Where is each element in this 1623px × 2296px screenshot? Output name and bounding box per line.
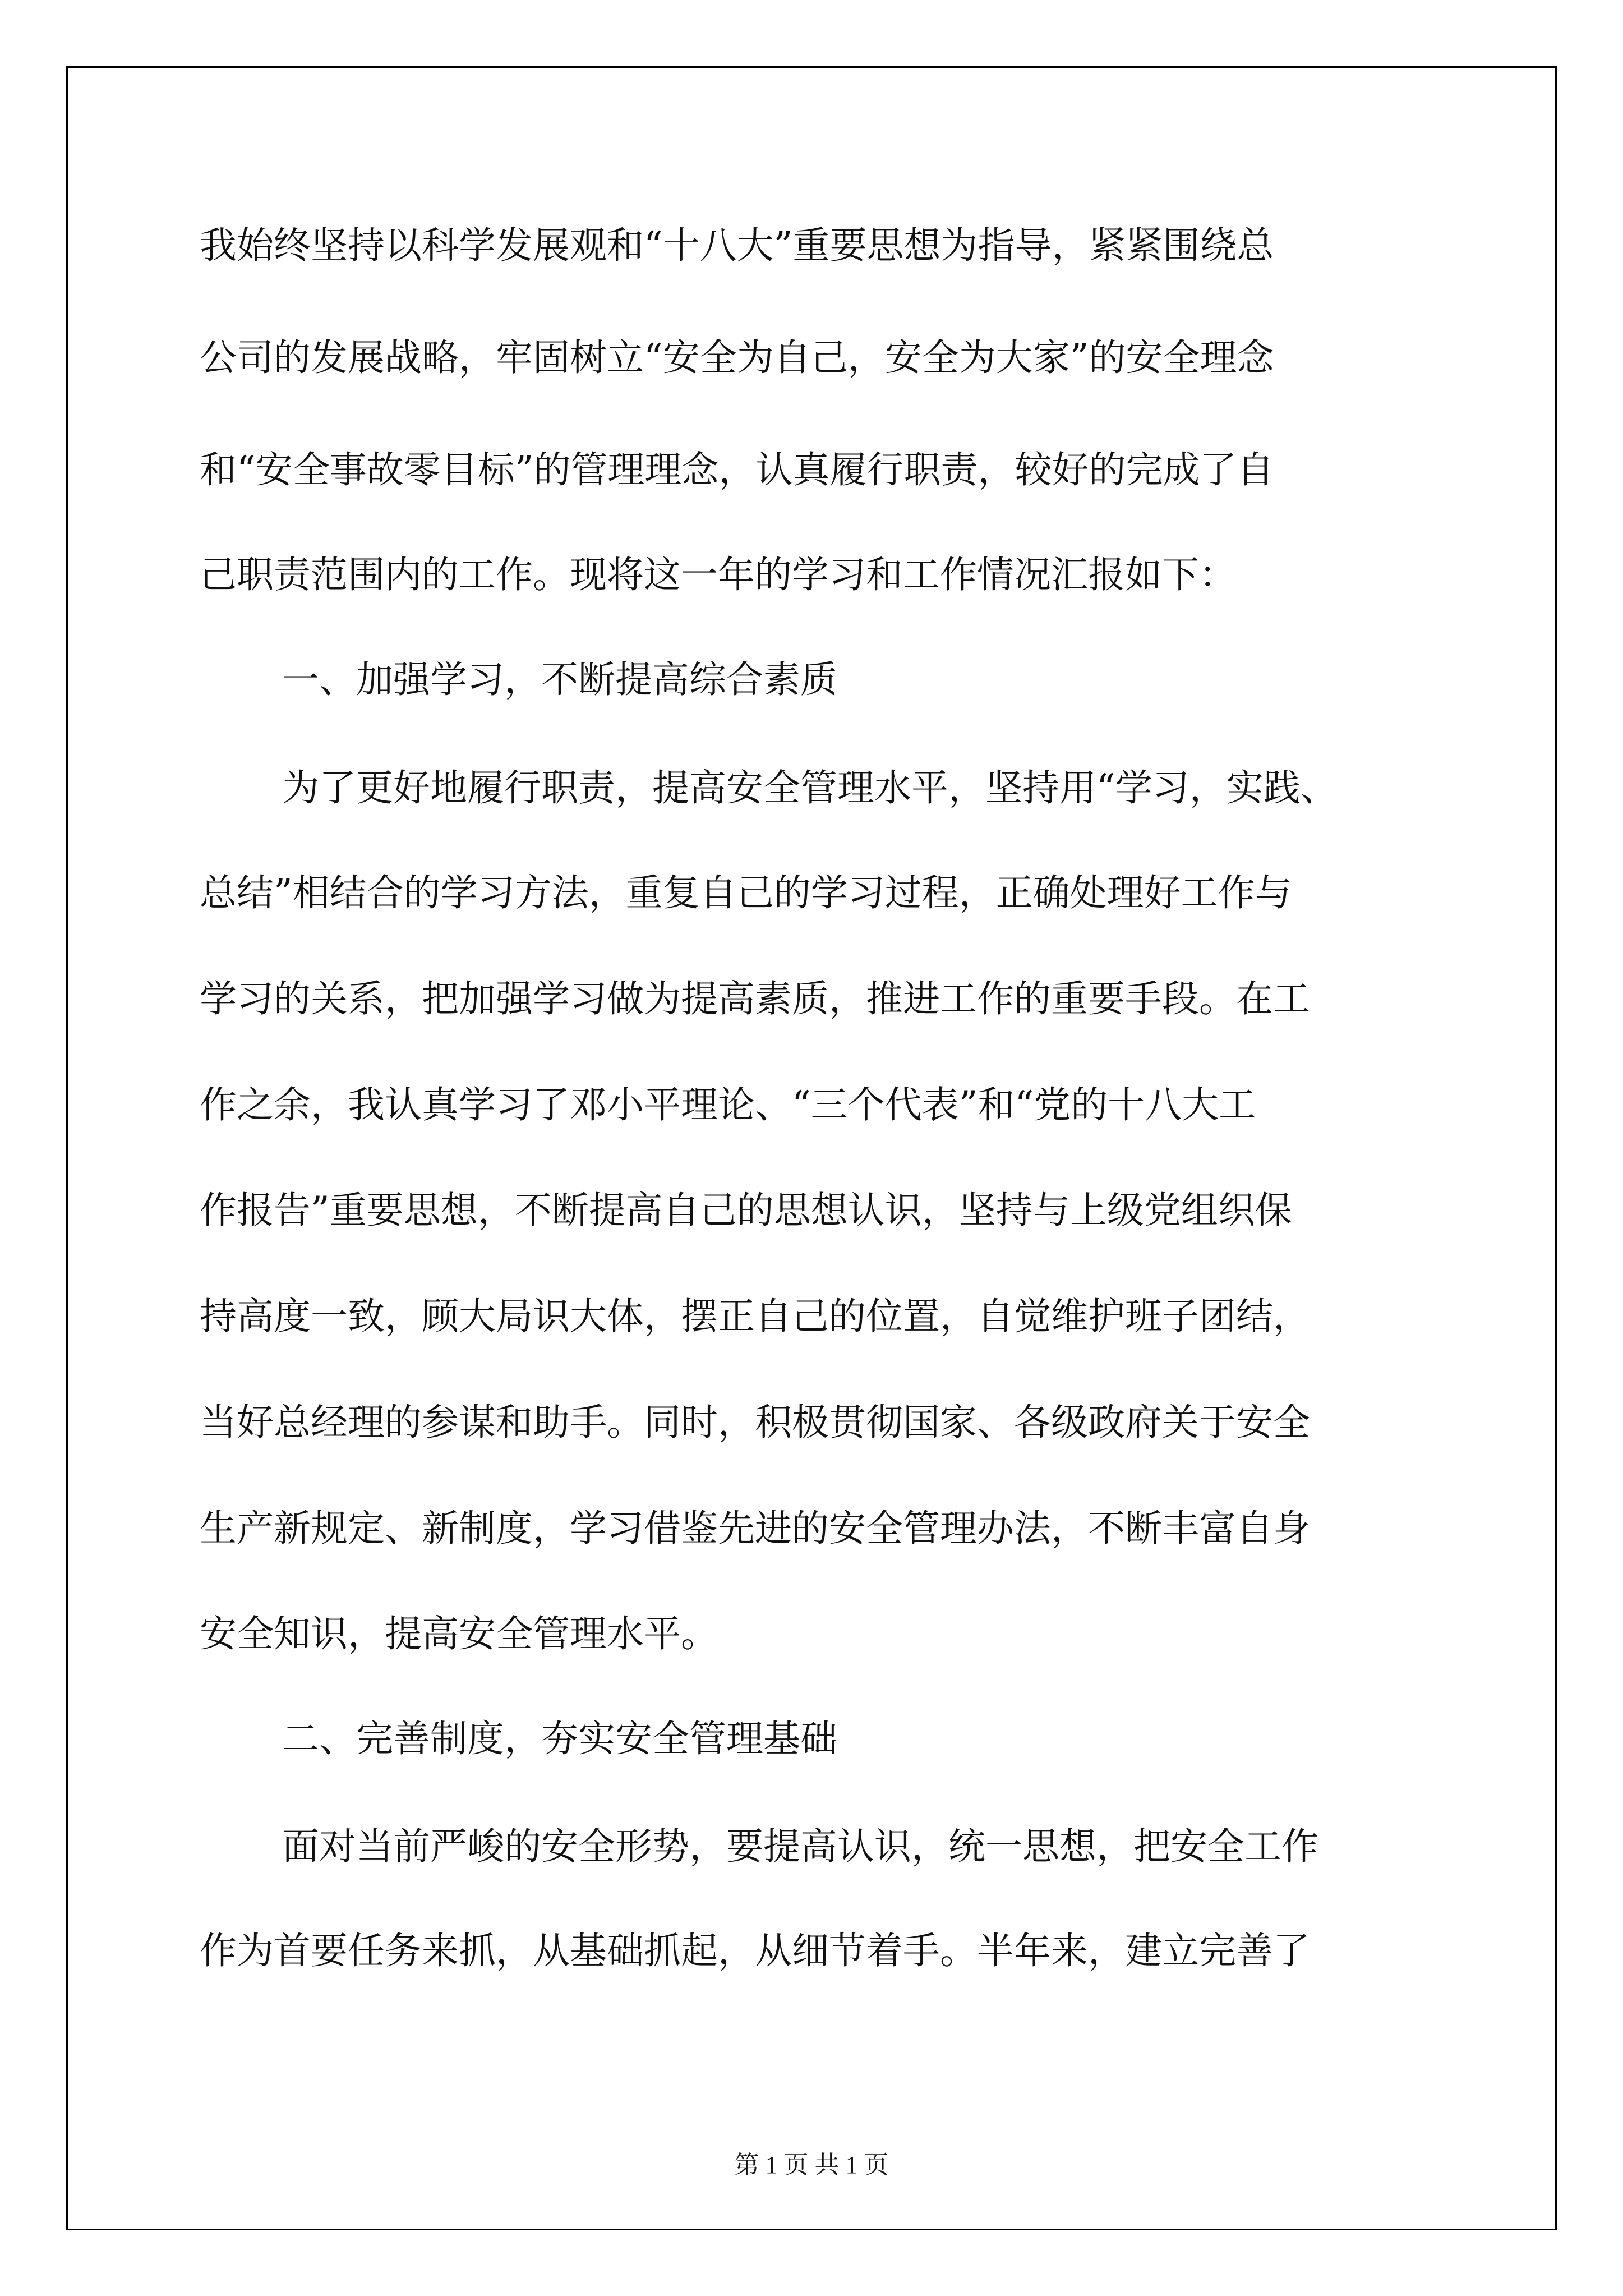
body-line: 学习的关系，把加强学习做为提高素质，推进工作的重要手段。在工	[200, 977, 1310, 1020]
body-line: 生产新规定、新制度，学习借鉴先进的安全管理办法，不断丰富自身	[200, 1507, 1310, 1550]
body-line: 我始终坚持以科学发展观和“十八大”重要思想为指导，紧紧围绕总	[200, 224, 1274, 267]
body-line: 和“安全事故零目标”的管理理念，认真履行职责，较好的完成了自	[200, 448, 1274, 491]
body-line: 公司的发展战略，牢固树立“安全为自己，安全为大家”的安全理念	[200, 336, 1274, 379]
page-number: 第 1 页 共 1 页	[734, 2151, 889, 2179]
body-line: 为了更好地履行职责，提高安全管理水平，坚持用“学习，实践、	[282, 766, 1338, 809]
section-heading: 二、完善制度，夯实安全管理基础	[282, 1717, 837, 1760]
body-line: 作为首要任务来抓，从基础抓起，从细节着手。半年来，建立完善了	[200, 1929, 1310, 1972]
body-line: 作报告”重要思想，不断提高自己的思想认识，坚持与上级党组织保	[200, 1189, 1292, 1232]
body-line: 作之余，我认真学习了邓小平理论、“三个代表”和“党的十八大工	[200, 1083, 1256, 1126]
section-heading: 一、加强学习，不断提高综合素质	[282, 658, 837, 701]
body-line: 总结”相结合的学习方法，重复自己的学习过程，正确处理好工作与	[200, 871, 1292, 914]
body-line: 己职责范围内的工作。现将这一年的学习和工作情况汇报如下：	[200, 553, 1236, 596]
body-line: 安全知识，提高安全管理水平。	[200, 1612, 718, 1655]
body-line: 持高度一致，顾大局识大体，摆正自己的位置，自觉维护班子团结，	[200, 1295, 1310, 1338]
body-line: 当好总经理的参谋和助手。同时，积极贯彻国家、各级政府关于安全	[200, 1401, 1310, 1444]
body-line: 面对当前严峻的安全形势，要提高认识，统一思想，把安全工作	[282, 1825, 1318, 1868]
page-border	[66, 66, 1557, 2230]
